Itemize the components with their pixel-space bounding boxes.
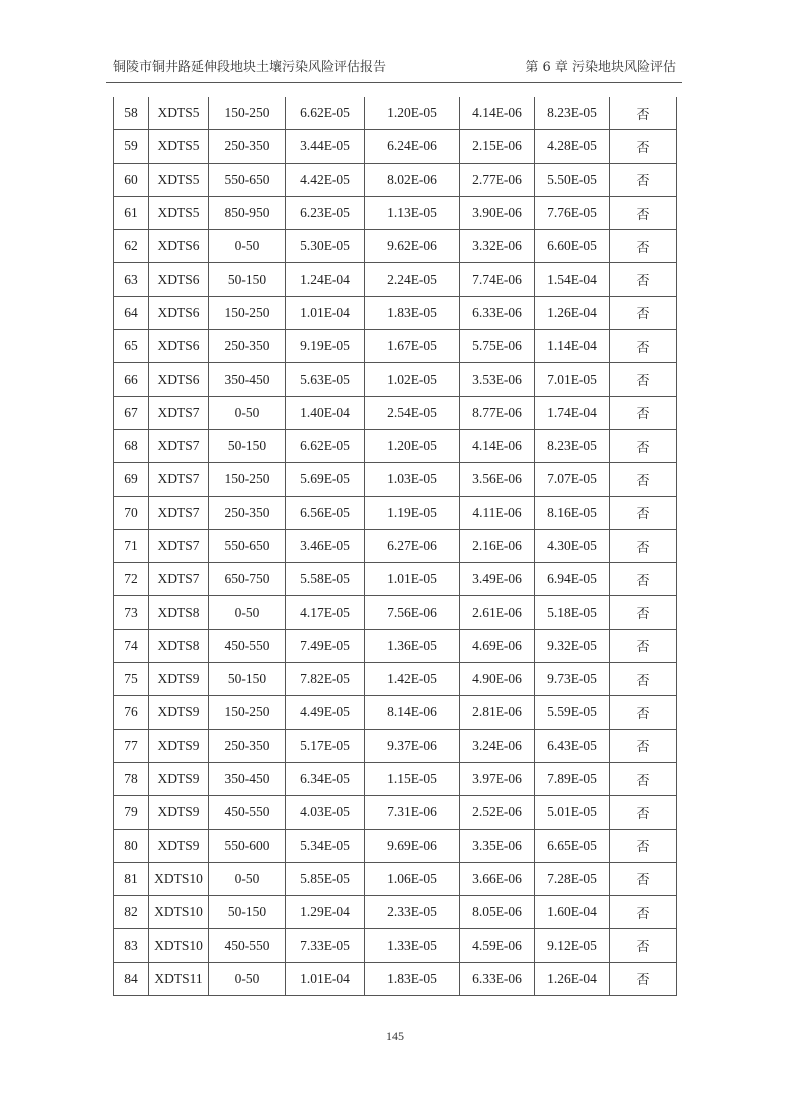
cell-value-col-7: 1.26E-04 [535, 296, 610, 329]
cell-depth-range: 550-650 [209, 529, 286, 562]
cell-value-col-4: 5.85E-05 [286, 862, 365, 895]
cell-value-col-4: 7.82E-05 [286, 663, 365, 696]
cell-value-col-6: 2.16E-06 [460, 529, 535, 562]
table-row [114, 796, 677, 829]
cell-row-index: 59 [114, 130, 149, 163]
cell-row-index: 70 [114, 496, 149, 529]
table-row [114, 762, 677, 795]
cell-depth-range: 250-350 [209, 130, 286, 163]
cell-value-col-4: 5.30E-05 [286, 230, 365, 263]
cell-depth-range: 50-150 [209, 896, 286, 929]
cell-value-col-7: 5.01E-05 [535, 796, 610, 829]
cell-depth-range: 350-450 [209, 363, 286, 396]
cell-value-col-5: 2.33E-05 [365, 896, 460, 929]
cell-sample-id: XDTS5 [149, 130, 209, 163]
cell-sample-id: XDTS11 [149, 962, 209, 995]
cell-row-index: 67 [114, 396, 149, 429]
table-row [114, 330, 677, 363]
cell-value-col-7: 7.76E-05 [535, 196, 610, 229]
table-row [114, 896, 677, 929]
cell-value-col-5: 1.13E-05 [365, 196, 460, 229]
cell-sample-id: XDTS10 [149, 862, 209, 895]
header-rule [106, 82, 682, 83]
cell-depth-range: 0-50 [209, 230, 286, 263]
cell-value-col-6: 3.35E-06 [460, 829, 535, 862]
cell-value-col-6: 3.32E-06 [460, 230, 535, 263]
cell-value-col-7: 1.14E-04 [535, 330, 610, 363]
cell-depth-range: 150-250 [209, 463, 286, 496]
cell-row-index: 71 [114, 529, 149, 562]
cell-value-col-4: 5.34E-05 [286, 829, 365, 862]
cell-depth-range: 450-550 [209, 796, 286, 829]
cell-value-col-6: 2.81E-06 [460, 696, 535, 729]
cell-value-col-6: 6.33E-06 [460, 962, 535, 995]
cell-exceeds-flag: 否 [610, 862, 677, 895]
cell-value-col-7: 8.23E-05 [535, 97, 610, 130]
cell-depth-range: 0-50 [209, 962, 286, 995]
cell-depth-range: 0-50 [209, 862, 286, 895]
cell-row-index: 83 [114, 929, 149, 962]
cell-exceeds-flag: 否 [610, 263, 677, 296]
cell-value-col-7: 1.54E-04 [535, 263, 610, 296]
table-row [114, 230, 677, 263]
cell-value-col-5: 8.02E-06 [365, 163, 460, 196]
cell-sample-id: XDTS7 [149, 529, 209, 562]
cell-depth-range: 50-150 [209, 429, 286, 462]
cell-value-col-4: 3.44E-05 [286, 130, 365, 163]
table-row [114, 196, 677, 229]
table-row [114, 130, 677, 163]
table-row [114, 829, 677, 862]
cell-sample-id: XDTS6 [149, 296, 209, 329]
cell-sample-id: XDTS6 [149, 330, 209, 363]
cell-value-col-7: 8.23E-05 [535, 429, 610, 462]
cell-depth-range: 650-750 [209, 563, 286, 596]
cell-value-col-6: 5.75E-06 [460, 330, 535, 363]
cell-row-index: 61 [114, 196, 149, 229]
table-row [114, 596, 677, 629]
cell-value-col-7: 1.26E-04 [535, 962, 610, 995]
cell-value-col-5: 8.14E-06 [365, 696, 460, 729]
cell-value-col-7: 9.32E-05 [535, 629, 610, 662]
table-row [114, 696, 677, 729]
table-row [114, 363, 677, 396]
cell-value-col-5: 1.20E-05 [365, 97, 460, 130]
cell-exceeds-flag: 否 [610, 596, 677, 629]
cell-row-index: 62 [114, 230, 149, 263]
cell-value-col-4: 1.01E-04 [286, 296, 365, 329]
cell-value-col-4: 5.69E-05 [286, 463, 365, 496]
cell-row-index: 76 [114, 696, 149, 729]
cell-depth-range: 50-150 [209, 663, 286, 696]
cell-depth-range: 150-250 [209, 696, 286, 729]
cell-exceeds-flag: 否 [610, 330, 677, 363]
report-title: 铜陵市铜井路延伸段地块土壤污染风险评估报告 [113, 60, 387, 75]
cell-sample-id: XDTS8 [149, 596, 209, 629]
table-row [114, 429, 677, 462]
cell-sample-id: XDTS9 [149, 796, 209, 829]
cell-value-col-6: 3.90E-06 [460, 196, 535, 229]
cell-value-col-5: 7.31E-06 [365, 796, 460, 829]
page-number: 145 [386, 1029, 404, 1043]
cell-value-col-4: 4.03E-05 [286, 796, 365, 829]
cell-sample-id: XDTS9 [149, 696, 209, 729]
cell-row-index: 84 [114, 962, 149, 995]
cell-value-col-5: 1.03E-05 [365, 463, 460, 496]
cell-value-col-6: 2.15E-06 [460, 130, 535, 163]
cell-row-index: 78 [114, 762, 149, 795]
cell-depth-range: 250-350 [209, 729, 286, 762]
cell-sample-id: XDTS9 [149, 663, 209, 696]
cell-value-col-6: 8.77E-06 [460, 396, 535, 429]
cell-row-index: 66 [114, 363, 149, 396]
cell-value-col-7: 1.60E-04 [535, 896, 610, 929]
chapter-title: 第 6 章 污染地块风险评估 [525, 60, 676, 75]
cell-sample-id: XDTS6 [149, 363, 209, 396]
cell-value-col-7: 7.07E-05 [535, 463, 610, 496]
cell-sample-id: XDTS9 [149, 729, 209, 762]
cell-sample-id: XDTS6 [149, 263, 209, 296]
cell-exceeds-flag: 否 [610, 130, 677, 163]
cell-value-col-5: 1.36E-05 [365, 629, 460, 662]
table-row [114, 629, 677, 662]
cell-row-index: 60 [114, 163, 149, 196]
cell-value-col-6: 4.14E-06 [460, 429, 535, 462]
cell-row-index: 65 [114, 330, 149, 363]
cell-value-col-5: 2.24E-05 [365, 263, 460, 296]
cell-row-index: 74 [114, 629, 149, 662]
cell-exceeds-flag: 否 [610, 729, 677, 762]
cell-sample-id: XDTS5 [149, 163, 209, 196]
cell-value-col-7: 9.12E-05 [535, 929, 610, 962]
cell-exceeds-flag: 否 [610, 97, 677, 130]
running-header [113, 56, 676, 78]
table-row [114, 97, 677, 130]
table-row [114, 663, 677, 696]
cell-row-index: 81 [114, 862, 149, 895]
cell-sample-id: XDTS7 [149, 396, 209, 429]
cell-value-col-5: 1.83E-05 [365, 296, 460, 329]
cell-value-col-5: 1.83E-05 [365, 962, 460, 995]
cell-value-col-4: 5.63E-05 [286, 363, 365, 396]
cell-sample-id: XDTS5 [149, 97, 209, 130]
cell-depth-range: 250-350 [209, 496, 286, 529]
cell-value-col-4: 6.23E-05 [286, 196, 365, 229]
cell-row-index: 77 [114, 729, 149, 762]
cell-value-col-4: 1.40E-04 [286, 396, 365, 429]
cell-value-col-7: 9.73E-05 [535, 663, 610, 696]
cell-exceeds-flag: 否 [610, 529, 677, 562]
cell-exceeds-flag: 否 [610, 796, 677, 829]
cell-row-index: 68 [114, 429, 149, 462]
cell-value-col-4: 3.46E-05 [286, 529, 365, 562]
cell-value-col-6: 3.53E-06 [460, 363, 535, 396]
cell-value-col-5: 6.27E-06 [365, 529, 460, 562]
cell-depth-range: 550-600 [209, 829, 286, 862]
cell-depth-range: 550-650 [209, 163, 286, 196]
cell-row-index: 58 [114, 97, 149, 130]
cell-value-col-6: 4.14E-06 [460, 97, 535, 130]
table-row [114, 263, 677, 296]
cell-value-col-6: 8.05E-06 [460, 896, 535, 929]
cell-value-col-4: 9.19E-05 [286, 330, 365, 363]
cell-depth-range: 450-550 [209, 929, 286, 962]
cell-value-col-5: 1.33E-05 [365, 929, 460, 962]
cell-value-col-7: 6.60E-05 [535, 230, 610, 263]
cell-exceeds-flag: 否 [610, 929, 677, 962]
cell-value-col-4: 5.17E-05 [286, 729, 365, 762]
cell-value-col-7: 6.43E-05 [535, 729, 610, 762]
cell-value-col-7: 5.18E-05 [535, 596, 610, 629]
cell-value-col-7: 5.59E-05 [535, 696, 610, 729]
cell-exceeds-flag: 否 [610, 429, 677, 462]
cell-exceeds-flag: 否 [610, 463, 677, 496]
cell-row-index: 72 [114, 563, 149, 596]
cell-sample-id: XDTS5 [149, 196, 209, 229]
cell-value-col-6: 7.74E-06 [460, 263, 535, 296]
cell-sample-id: XDTS10 [149, 929, 209, 962]
table-row [114, 563, 677, 596]
cell-value-col-7: 7.28E-05 [535, 862, 610, 895]
cell-value-col-4: 6.34E-05 [286, 762, 365, 795]
table-body [114, 97, 677, 996]
cell-sample-id: XDTS9 [149, 829, 209, 862]
cell-value-col-5: 9.37E-06 [365, 729, 460, 762]
cell-sample-id: XDTS6 [149, 230, 209, 263]
cell-sample-id: XDTS8 [149, 629, 209, 662]
cell-sample-id: XDTS7 [149, 496, 209, 529]
cell-depth-range: 250-350 [209, 330, 286, 363]
cell-value-col-5: 2.54E-05 [365, 396, 460, 429]
cell-depth-range: 150-250 [209, 296, 286, 329]
cell-value-col-4: 7.33E-05 [286, 929, 365, 962]
table-row [114, 529, 677, 562]
cell-value-col-7: 7.89E-05 [535, 762, 610, 795]
cell-value-col-4: 4.42E-05 [286, 163, 365, 196]
cell-value-col-7: 6.94E-05 [535, 563, 610, 596]
cell-value-col-7: 6.65E-05 [535, 829, 610, 862]
cell-value-col-4: 5.58E-05 [286, 563, 365, 596]
cell-value-col-6: 4.90E-06 [460, 663, 535, 696]
cell-value-col-6: 4.59E-06 [460, 929, 535, 962]
cell-value-col-5: 1.02E-05 [365, 363, 460, 396]
cell-value-col-7: 4.30E-05 [535, 529, 610, 562]
cell-sample-id: XDTS9 [149, 762, 209, 795]
table-row [114, 396, 677, 429]
cell-value-col-5: 1.06E-05 [365, 862, 460, 895]
cell-row-index: 73 [114, 596, 149, 629]
cell-exceeds-flag: 否 [610, 496, 677, 529]
cell-depth-range: 50-150 [209, 263, 286, 296]
cell-value-col-7: 4.28E-05 [535, 130, 610, 163]
cell-value-col-4: 7.49E-05 [286, 629, 365, 662]
cell-value-col-5: 9.69E-06 [365, 829, 460, 862]
cell-value-col-4: 4.17E-05 [286, 596, 365, 629]
table-row [114, 729, 677, 762]
cell-exceeds-flag: 否 [610, 363, 677, 396]
cell-exceeds-flag: 否 [610, 962, 677, 995]
cell-value-col-4: 6.62E-05 [286, 429, 365, 462]
cell-exceeds-flag: 否 [610, 762, 677, 795]
cell-value-col-4: 6.62E-05 [286, 97, 365, 130]
cell-value-col-6: 3.66E-06 [460, 862, 535, 895]
cell-value-col-4: 1.01E-04 [286, 962, 365, 995]
cell-exceeds-flag: 否 [610, 196, 677, 229]
table-row [114, 296, 677, 329]
cell-exceeds-flag: 否 [610, 230, 677, 263]
cell-value-col-6: 2.52E-06 [460, 796, 535, 829]
cell-row-index: 75 [114, 663, 149, 696]
cell-exceeds-flag: 否 [610, 563, 677, 596]
cell-row-index: 64 [114, 296, 149, 329]
cell-depth-range: 850-950 [209, 196, 286, 229]
cell-value-col-5: 7.56E-06 [365, 596, 460, 629]
cell-value-col-6: 4.69E-06 [460, 629, 535, 662]
cell-row-index: 80 [114, 829, 149, 862]
cell-exceeds-flag: 否 [610, 396, 677, 429]
cell-sample-id: XDTS7 [149, 563, 209, 596]
table-row [114, 496, 677, 529]
cell-value-col-6: 6.33E-06 [460, 296, 535, 329]
cell-sample-id: XDTS7 [149, 429, 209, 462]
cell-value-col-7: 8.16E-05 [535, 496, 610, 529]
table-row [114, 463, 677, 496]
cell-value-col-4: 4.49E-05 [286, 696, 365, 729]
cell-value-col-6: 3.97E-06 [460, 762, 535, 795]
cell-depth-range: 0-50 [209, 396, 286, 429]
cell-value-col-5: 1.19E-05 [365, 496, 460, 529]
cell-value-col-6: 3.49E-06 [460, 563, 535, 596]
cell-value-col-5: 6.24E-06 [365, 130, 460, 163]
cell-row-index: 82 [114, 896, 149, 929]
cell-value-col-5: 1.15E-05 [365, 762, 460, 795]
cell-value-col-5: 1.67E-05 [365, 330, 460, 363]
table-row [114, 862, 677, 895]
cell-row-index: 79 [114, 796, 149, 829]
cell-depth-range: 450-550 [209, 629, 286, 662]
cell-value-col-6: 3.56E-06 [460, 463, 535, 496]
cell-value-col-5: 9.62E-06 [365, 230, 460, 263]
cell-exceeds-flag: 否 [610, 829, 677, 862]
cell-value-col-4: 1.24E-04 [286, 263, 365, 296]
cell-row-index: 69 [114, 463, 149, 496]
table-row [114, 962, 677, 995]
cell-row-index: 63 [114, 263, 149, 296]
cell-depth-range: 0-50 [209, 596, 286, 629]
cell-value-col-7: 1.74E-04 [535, 396, 610, 429]
cell-value-col-5: 1.20E-05 [365, 429, 460, 462]
cell-exceeds-flag: 否 [610, 296, 677, 329]
cell-value-col-4: 1.29E-04 [286, 896, 365, 929]
cell-depth-range: 350-450 [209, 762, 286, 795]
risk-assessment-table [113, 97, 677, 996]
cell-exceeds-flag: 否 [610, 696, 677, 729]
cell-value-col-6: 2.77E-06 [460, 163, 535, 196]
cell-value-col-6: 3.24E-06 [460, 729, 535, 762]
cell-exceeds-flag: 否 [610, 896, 677, 929]
cell-value-col-6: 4.11E-06 [460, 496, 535, 529]
cell-exceeds-flag: 否 [610, 163, 677, 196]
table-row [114, 929, 677, 962]
cell-value-col-5: 1.42E-05 [365, 663, 460, 696]
cell-sample-id: XDTS10 [149, 896, 209, 929]
cell-value-col-6: 2.61E-06 [460, 596, 535, 629]
cell-exceeds-flag: 否 [610, 629, 677, 662]
cell-exceeds-flag: 否 [610, 663, 677, 696]
table-row [114, 163, 677, 196]
cell-value-col-7: 5.50E-05 [535, 163, 610, 196]
cell-depth-range: 150-250 [209, 97, 286, 130]
cell-value-col-7: 7.01E-05 [535, 363, 610, 396]
cell-value-col-5: 1.01E-05 [365, 563, 460, 596]
cell-sample-id: XDTS7 [149, 463, 209, 496]
cell-value-col-4: 6.56E-05 [286, 496, 365, 529]
